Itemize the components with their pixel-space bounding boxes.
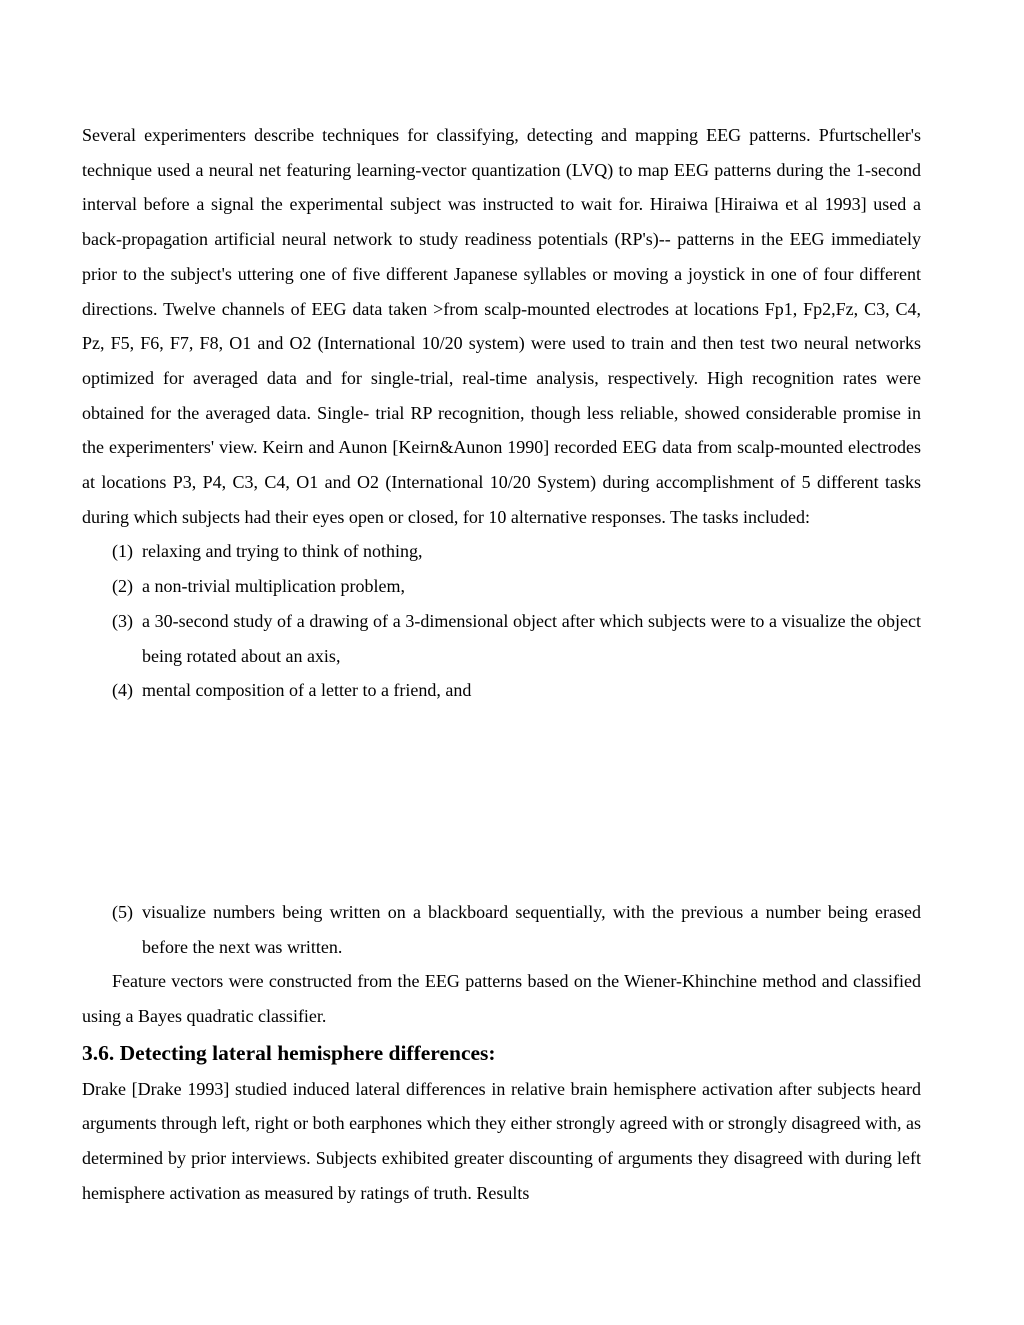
list-item-text: relaxing and trying to think of nothing, [142, 541, 423, 562]
list-item-number: (3) [112, 610, 133, 631]
list-item [82, 534, 921, 569]
list-item-text: visualize numbers being written on a blackboard sequentially, with the previous a number being erased before the next was written. [142, 901, 921, 957]
list-item-text: mental composition of a letter to a friend, and [142, 680, 472, 701]
section-heading: 3.6. Detecting lateral hemisphere differences: [82, 1040, 496, 1065]
paragraph-eeg-techniques: Several experimenters describe techniques for classifying, detecting and mapping EEG patterns. Pfurtscheller's technique used a neural net featuring learning-vector quantization (LVQ) to map EEG patterns during the 1-second interval before a signal the experimental subject was instructed to wait for. Hiraiwa [Hiraiwa et al 1993] used a back-propagation artificial neural network to study readiness potentials (RP's)-- patterns in the EEG immediately prior to the subject's uttering one of five different Japanese syllables or moving a joystick in one of four different directions. Twelve channels of EEG data taken >from scalp-mounted electrodes at locations Fp1, Fp2,Fz, C3, C4, Pz, F5, F6, F7, F8, O1 and O2 (International 10/20 system) were used to train and then test two neural networks optimized for averaged data and for single-trial, real-time analysis, respectively. High recognition rates were obtained for the averaged data. Single- trial RP recognition, though less reliable, showed considerable promise in the experimenters' view. Keirn and Aunon [Keirn&Aunon 1990] recorded EEG data from scalp-mounted electrodes at locations P3, P4, C3, C4, O1 and O2 (International 10/20 System) during accomplishment of 5 different tasks during which subjects had their eyes open or closed, for 10 alternative responses. The tasks included: [82, 125, 921, 527]
paragraph-lateral-differences: Drake [Drake 1993] studied induced lateral differences in relative brain hemisphere activation after subjects heard arguments through left, right or both earphones which they either strongly agreed with or strongly disagreed with, as determined by prior interviews. Subjects exhibited greater discounting of arguments they disagreed with during left hemisphere activation as measured by ratings of truth. Results [82, 1078, 921, 1203]
list-item-number: (4) [112, 680, 133, 701]
list-item-number: (2) [112, 576, 133, 597]
list-item-text: a non-trivial multiplication problem, [142, 576, 405, 597]
task-list-continued [82, 895, 921, 964]
task-list [82, 534, 921, 708]
list-item-number: (5) [112, 901, 133, 922]
list-item [82, 569, 921, 604]
list-item-number: (1) [112, 541, 133, 562]
list-item-text: a 30-second study of a drawing of a 3-dimensional object after which subjects were to a visualize the object being rotated about an axis, [142, 610, 921, 666]
list-item [82, 895, 921, 964]
paragraph-feature-vectors: Feature vectors were constructed from the EEG patterns based on the Wiener-Khinchine method and classified using a Bayes quadratic classifier. [82, 971, 921, 1027]
list-item [82, 604, 921, 673]
blank-gap [82, 708, 921, 895]
page-body [82, 118, 921, 1211]
list-item [82, 673, 921, 708]
